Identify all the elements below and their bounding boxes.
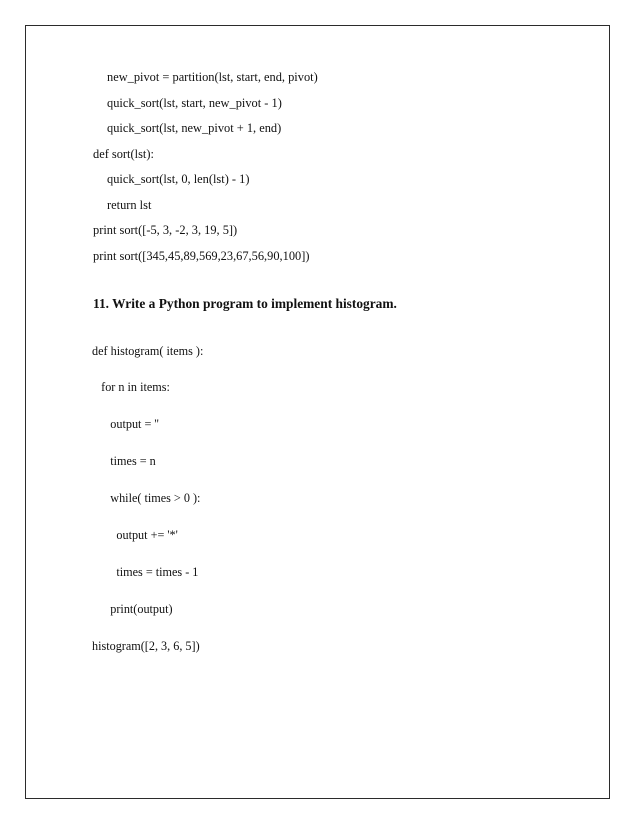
code-line-new-pivot: new_pivot = partition(lst, start, end, pivot) xyxy=(107,70,318,84)
code-line-return: return lst xyxy=(107,198,152,212)
code-line-print-sort-2: print sort([345,45,89,569,23,67,56,90,100]) xyxy=(93,249,310,263)
code-line-print-output: print(output) xyxy=(92,601,173,616)
code-line-def-sort: def sort(lst): xyxy=(93,147,154,161)
section-heading: 11. Write a Python program to implement histogram. xyxy=(93,296,397,311)
code-line-for: for n in items: xyxy=(92,380,170,395)
code-line-print-sort-1: print sort([-5, 3, -2, 3, 19, 5]) xyxy=(93,223,238,237)
code-line-quick-sort-left: quick_sort(lst, start, new_pivot - 1) xyxy=(107,96,282,110)
code-line-histogram-call: histogram([2, 3, 6, 5]) xyxy=(92,638,200,653)
code-line-output-append: output += '*' xyxy=(92,528,178,543)
code-line-quick-sort-right: quick_sort(lst, new_pivot + 1, end) xyxy=(107,121,282,135)
code-line-times-init: times = n xyxy=(92,454,156,469)
code-line-while: while( times > 0 ): xyxy=(92,491,201,506)
code-line-quick-sort-call: quick_sort(lst, 0, len(lst) - 1) xyxy=(107,172,250,186)
code-line-times-decrement: times = times - 1 xyxy=(92,564,199,579)
code-line-output-init: output = '' xyxy=(92,417,159,432)
histogram-code-block xyxy=(92,320,203,677)
code-line-def-histogram: def histogram( items ): xyxy=(92,343,204,358)
